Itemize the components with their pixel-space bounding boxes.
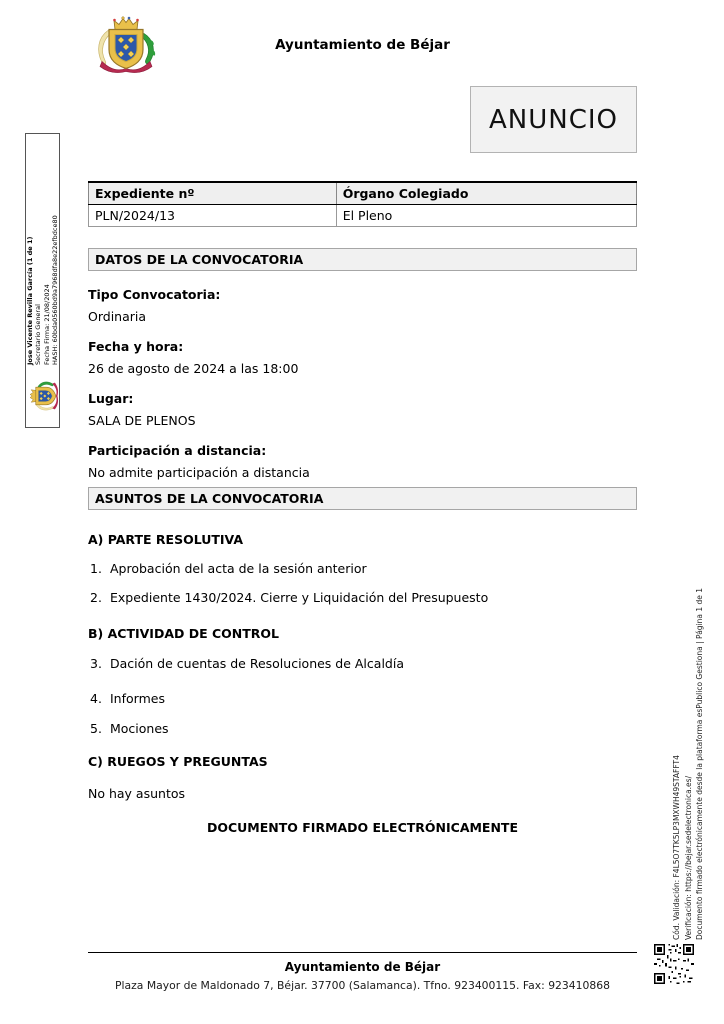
signature-hash: HASH: 60bda0560bd9a7968dfa8e22efbdce80: [50, 215, 59, 365]
validation-margin: [671, 587, 708, 940]
field-tipo-convocatoria: [88, 284, 637, 328]
group-heading-a: A) PARTE RESOLUTIVA: [88, 532, 244, 547]
announcement-label: ANUNCIO: [488, 104, 618, 135]
signed-statement: DOCUMENTO FIRMADO ELECTRÓNICAMENTE: [206, 820, 518, 835]
item-text: Mociones: [110, 721, 169, 736]
section-header-asuntos: ASUNTOS DE LA CONVOCATORIA: [88, 487, 637, 510]
agenda-item-2: [88, 590, 637, 606]
no-items-note: No hay asuntos: [88, 786, 186, 801]
verification-url: Verificación: https://bejar.sedelectronica.es/: [683, 775, 693, 940]
field-lugar: [88, 388, 637, 432]
expediente-header-cell: Expediente nº: [89, 182, 337, 205]
footer-address: Plaza Mayor de Maldonado 7, Béjar. 37700 (Salamanca). Tfno. 923400115. Fax: 923410868: [114, 979, 611, 992]
table-row: [89, 205, 637, 227]
page-title: Ayuntamiento de Béjar: [275, 37, 450, 53]
item-number: 2.: [90, 590, 102, 605]
field-value: 26 de agosto de 2024 a las 18:00: [88, 361, 299, 376]
agenda-item-1: [88, 561, 637, 577]
signature-lines: [26, 215, 59, 365]
signature-margin-box: [25, 133, 60, 428]
signer-name: Jose Vicente Revilla García (1 de 1): [26, 236, 35, 365]
organo-header-cell: Órgano Colegiado: [336, 182, 636, 205]
section-header-datos: DATOS DE LA CONVOCATORIA: [88, 248, 637, 271]
expediente-table: [88, 181, 637, 227]
agenda-item-3: [88, 656, 637, 672]
item-number: 1.: [90, 561, 102, 576]
convocatoria-fields: [88, 284, 637, 492]
item-number: 4.: [90, 691, 102, 706]
validation-rotated-content: [671, 587, 708, 940]
item-number: 3.: [90, 656, 102, 671]
item-text: Aprobación del acta de la sesión anterior: [110, 561, 367, 576]
page-footer: [88, 952, 637, 992]
item-text: Dación de cuentas de Resoluciones de Alcaldía: [110, 656, 404, 671]
field-label: Tipo Convocatoria:: [88, 287, 221, 302]
signature-rotated-content: [26, 134, 59, 427]
field-participacion: [88, 440, 637, 484]
signer-role: Secretario General: [34, 304, 43, 365]
agenda-item-4: [88, 691, 637, 707]
field-label: Fecha y hora:: [88, 339, 184, 354]
field-label: Lugar:: [88, 391, 134, 406]
item-text: Expediente 1430/2024. Cierre y Liquidación del Presupuesto: [110, 590, 489, 605]
qr-code: [654, 943, 694, 985]
platform-statement: Documento firmado electrónicamente desde la plataforma esPublico Gestiona | Página 1 de 1: [695, 587, 704, 940]
item-number: 5.: [90, 721, 102, 736]
organo-value-cell: El Pleno: [336, 205, 636, 227]
field-label: Participación a distancia:: [88, 443, 267, 458]
bejar-coat-of-arms-small-icon: [27, 377, 59, 415]
group-heading-b: B) ACTIVIDAD DE CONTROL: [88, 626, 279, 641]
field-value: SALA DE PLENOS: [88, 413, 196, 428]
footer-title: Ayuntamiento de Béjar: [284, 960, 441, 974]
field-fecha-hora: [88, 336, 637, 380]
validation-code: Cód. Validación: F4L5O7TK5LP3MXWH49STAFFT4: [672, 755, 681, 940]
field-value: No admite participación a distancia: [88, 465, 310, 480]
expediente-value-cell: PLN/2024/13: [89, 205, 337, 227]
announcement-box: [470, 86, 637, 153]
signature-date: Fecha Firma: 21/08/2024: [42, 284, 51, 365]
group-heading-c: C) RUEGOS Y PREGUNTAS: [88, 754, 268, 769]
field-value: Ordinaria: [88, 309, 147, 324]
item-text: Informes: [110, 691, 165, 706]
table-header-row: [89, 182, 637, 205]
agenda-item-5: [88, 721, 637, 737]
